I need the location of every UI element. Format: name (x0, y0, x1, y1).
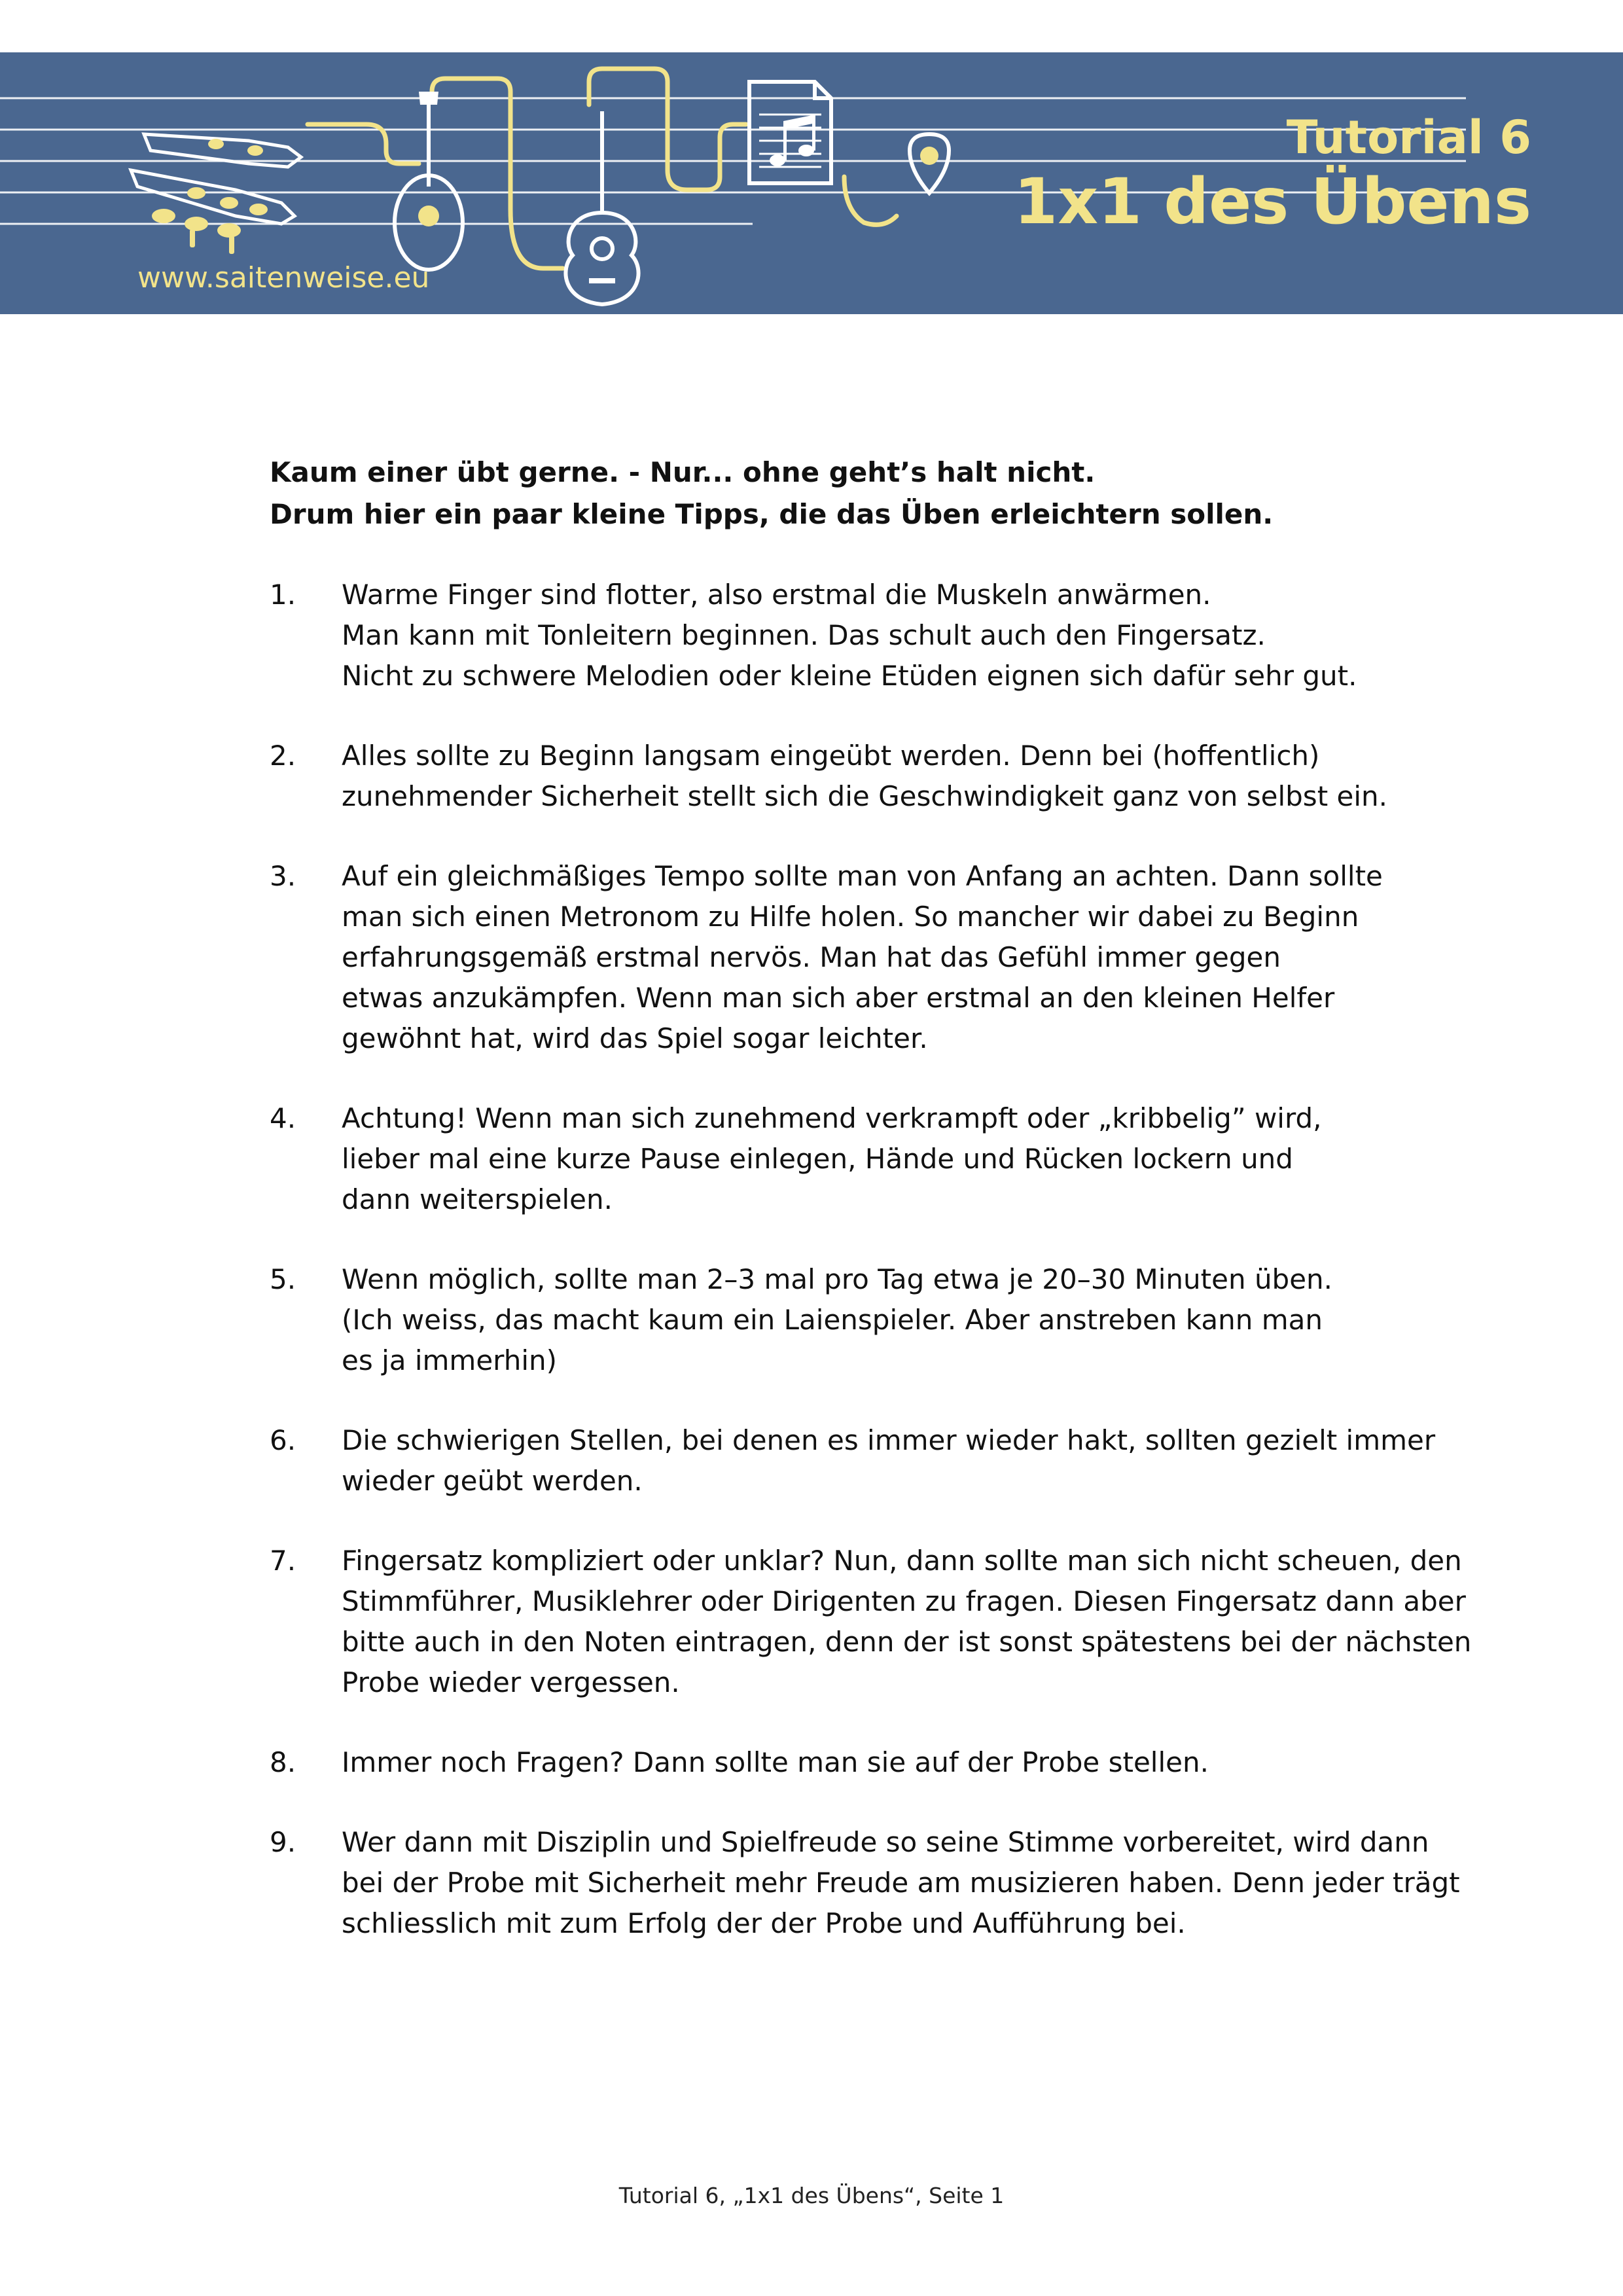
tip-line: Warme Finger sind flotter, also erstmal die Muskeln anwärmen. (342, 579, 1211, 611)
tip-number: 6. (270, 1424, 296, 1456)
tip-line: wieder geübt werden. (342, 1465, 643, 1497)
tips-list (270, 575, 1513, 1944)
intro (270, 452, 1513, 535)
tip-line: dann weiterspielen. (342, 1183, 613, 1215)
tip-text (342, 736, 1513, 817)
tip-line: es ja immerhin) (342, 1344, 557, 1376)
tip-number: 9. (270, 1826, 296, 1858)
tip-line: (Ich weiss, das macht kaum ein Laienspieler. Aber anstreben kann man (342, 1304, 1323, 1336)
tip-line: zunehmender Sicherheit stellt sich die Geschwindigkeit ganz von selbst ein. (342, 780, 1387, 812)
tip-number: 4. (270, 1102, 296, 1134)
tip-item (270, 1259, 1513, 1381)
tip-line: Nicht zu schwere Melodien oder kleine Etüden eignen sich dafür sehr gut. (342, 660, 1357, 692)
tip-item (270, 856, 1513, 1059)
tip-number: 3. (270, 860, 296, 892)
tip-number: 7. (270, 1545, 296, 1577)
tip-line: Probe wieder vergessen. (342, 1666, 680, 1698)
tip-number: 2. (270, 740, 296, 772)
tip-line: Fingersatz kompliziert oder unklar? Nun, dann sollte man sich nicht scheuen, den (342, 1545, 1462, 1577)
tip-item (270, 736, 1513, 817)
guitar-icon (565, 111, 638, 304)
tip-item (270, 1541, 1513, 1703)
tip-line: Die schwierigen Stellen, bei denen es immer wieder hakt, sollten gezielt immer (342, 1424, 1436, 1456)
mandolin-headstock-icon (131, 134, 301, 254)
tip-line: bitte auch in den Noten eintragen, denn der ist sonst spätestens bei der nächsten (342, 1626, 1472, 1658)
page-title: 1x1 des Übens (1014, 165, 1531, 238)
tip-line: Achtung! Wenn man sich zunehmend verkrampft oder „kribbelig” wird, (342, 1102, 1322, 1134)
tip-item (270, 1420, 1513, 1501)
page-footer: Tutorial 6, „1x1 des Übens“, Seite 1 (618, 2183, 1005, 2208)
tip-line: man sich einen Metronom zu Hilfe holen. So mancher wir dabei zu Beginn (342, 901, 1359, 933)
tip-line: erfahrungsgemäß erstmal nervös. Man hat das Gefühl immer gegen (342, 941, 1281, 973)
tip-number: 1. (270, 579, 296, 611)
tip-item (270, 1822, 1513, 1944)
tip-item (270, 575, 1513, 696)
tutorial-label: Tutorial 6 (1286, 111, 1531, 164)
tip-line: lieber mal eine kurze Pause einlegen, Hände und Rücken lockern und (342, 1143, 1293, 1175)
tip-line: Wenn möglich, sollte man 2–3 mal pro Tag etwa je 20–30 Minuten üben. (342, 1263, 1333, 1295)
tip-text (342, 1541, 1513, 1703)
tip-line: etwas anzukämpfen. Wenn man sich aber erstmal an den kleinen Helfer (342, 982, 1335, 1014)
intro-line-2: Drum hier ein paar kleine Tipps, die das Üben erleichtern sollen. (270, 498, 1274, 530)
tip-text (342, 1822, 1513, 1944)
website-url[interactable]: www.saitenweise.eu (137, 261, 430, 295)
tip-text (342, 1742, 1513, 1783)
tip-item (270, 1742, 1513, 1783)
sheet-music-icon (749, 82, 831, 183)
tip-line: Alles sollte zu Beginn langsam eingeübt werden. Denn bei (hoffentlich) (342, 740, 1320, 772)
tip-line: schliesslich mit zum Erfolg der der Probe und Aufführung bei. (342, 1907, 1186, 1939)
tip-line: Wer dann mit Disziplin und Spielfreude so seine Stimme vorbereitet, wird dann (342, 1826, 1429, 1858)
mandola-icon (395, 92, 463, 270)
tip-text (342, 856, 1513, 1059)
tip-number: 8. (270, 1746, 296, 1778)
tip-line: gewöhnt hat, wird das Spiel sogar leichter. (342, 1022, 928, 1054)
tip-text (342, 1259, 1513, 1381)
tip-item (270, 1098, 1513, 1220)
tip-text (342, 575, 1513, 696)
plectrum-icon (910, 134, 949, 193)
tip-line: Auf ein gleichmäßiges Tempo sollte man von Anfang an achten. Dann sollte (342, 860, 1383, 892)
header-banner (0, 52, 1623, 314)
tip-line: Stimmführer, Musiklehrer oder Dirigenten zu fragen. Diesen Fingersatz dann aber (342, 1585, 1466, 1617)
tip-line: bei der Probe mit Sicherheit mehr Freude am musizieren haben. Denn jeder trägt (342, 1867, 1460, 1899)
tip-line: Immer noch Fragen? Dann sollte man sie auf der Probe stellen. (342, 1746, 1209, 1778)
main-content (270, 452, 1513, 1983)
tip-text (342, 1098, 1513, 1220)
tip-line: Man kann mit Tonleitern beginnen. Das schult auch den Fingersatz. (342, 619, 1266, 651)
tip-number: 5. (270, 1263, 296, 1295)
intro-line-1: Kaum einer übt gerne. - Nur... ohne geht’s halt nicht. (270, 456, 1096, 488)
tip-text (342, 1420, 1513, 1501)
